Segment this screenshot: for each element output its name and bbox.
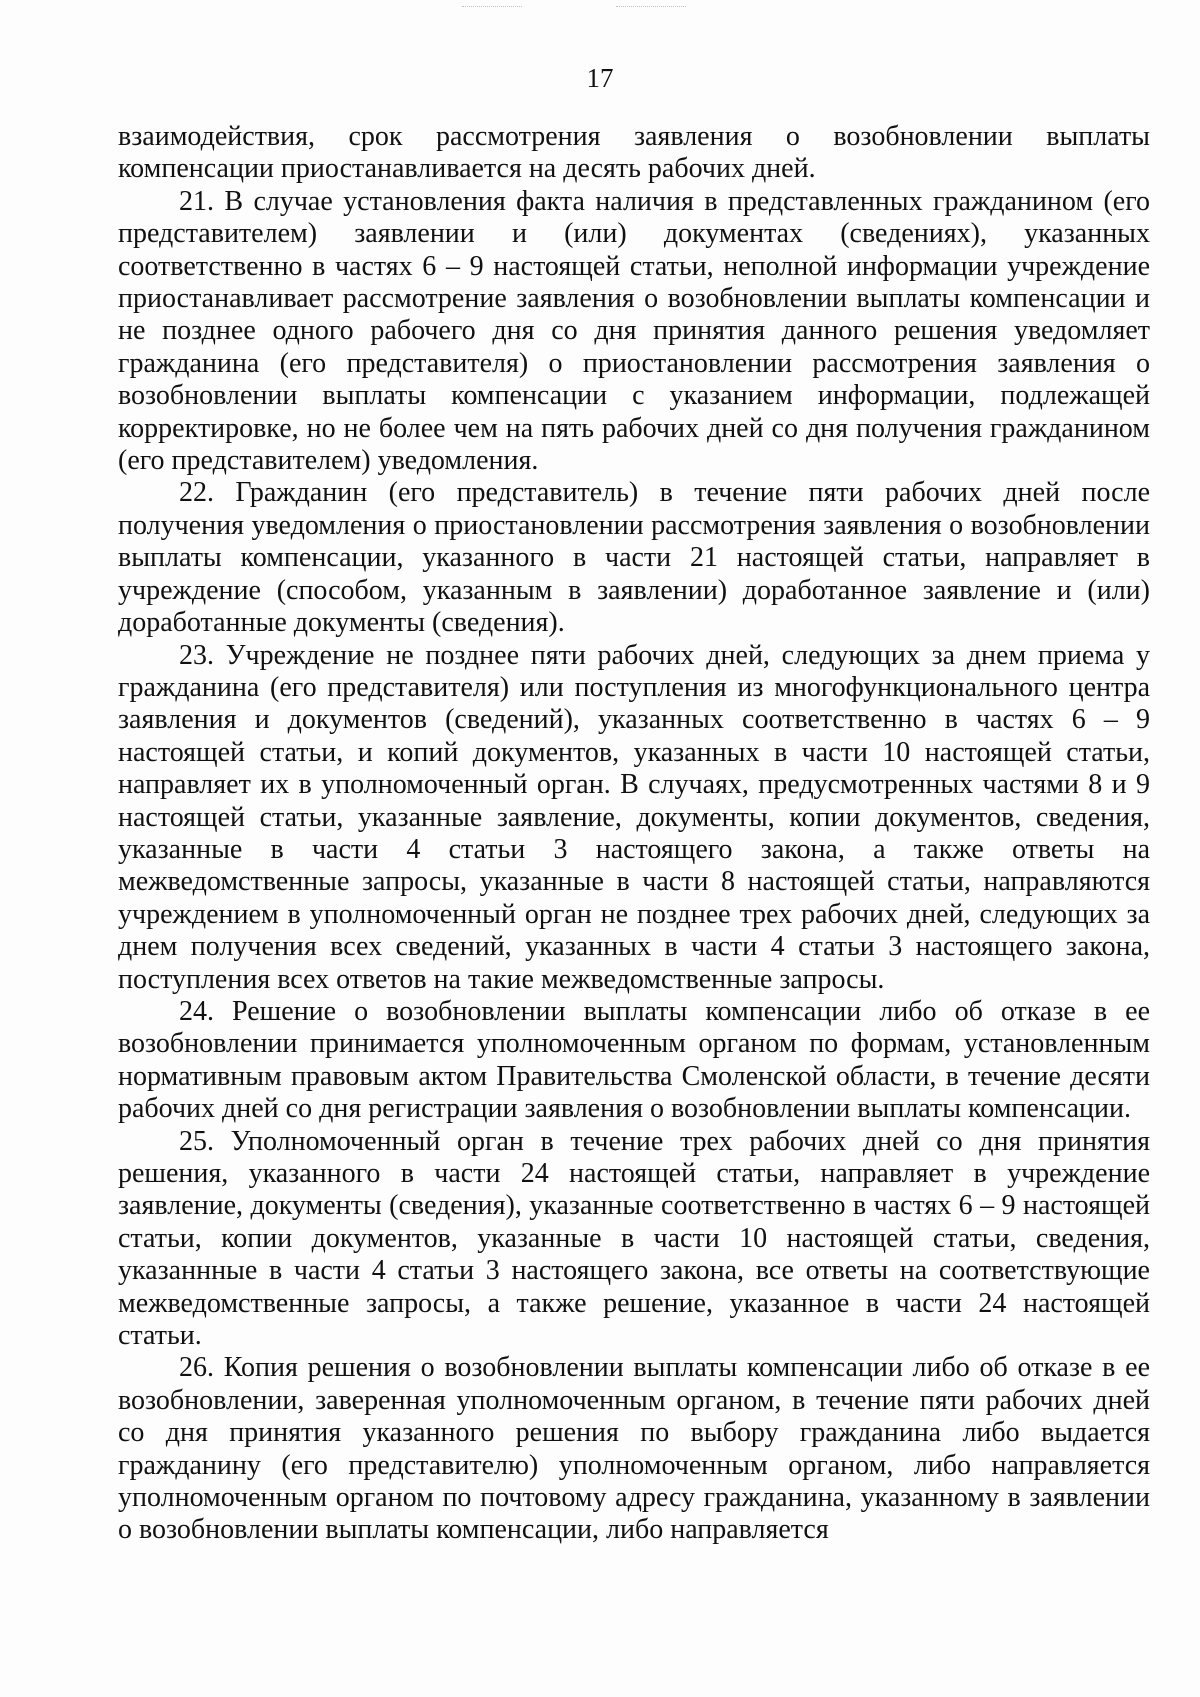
- paragraph-21: 21. В случае установления факта наличия в представленных гражданином (его представителем) заявлении и (или) документах (сведениях), указанных соответственно в частях 6 – 9 настоящей статьи, неполной информации учреждение приостанавливает рассмотрение заявления о возобновлении выплаты компенсации и не позднее одного рабочего дня со дня принятия данного решения уведомляет гражданина (его представителя) о приостановлении рассмотрения заявления о возобновлении выплаты компенсации с указанием информации, подлежащей корректировке, но не более чем на пять рабочих дней со дня получения гражданином (его представителем) уведомления.: [118, 185, 1150, 477]
- scan-artifact: [616, 6, 686, 23]
- paragraph-22: 22. Гражданин (его представитель) в течение пяти рабочих дней после получения уведомления о приостановлении рассмотрения заявления о возобновлении выплаты компенсации, указанного в части 21 настоящей статьи, направляет в учреждение (способом, указанным в заявлении) доработанное заявление и (или) доработанные документы (сведения).: [118, 477, 1150, 639]
- page-number: 17: [586, 63, 614, 93]
- paragraph-25: 25. Уполномоченный орган в течение трех рабочих дней со дня принятия решения, указанного в части 24 настоящей статьи, направляет в учреждение заявление, документы (сведения), указанные соответственно в частях 6 – 9 настоящей статьи, копии документов, указанные в части 10 настоящей статьи, сведения, указаннные в части 4 статьи 3 настоящего закона, все ответы на соответствующие межведомственные запросы, а также решение, указанное в части 24 настоящей статьи.: [118, 1125, 1150, 1352]
- scan-artifact: [462, 6, 522, 23]
- paragraph-continuation: взаимодействия, срок рассмотрения заявления о возобновлении выплаты компенсации приостанавливается на десять рабочих дней.: [118, 121, 1150, 185]
- paragraph-26: 26. Копия решения о возобновлении выплаты компенсации либо об отказе в ее возобновлении, заверенная уполномоченным органом, в течение пяти рабочих дней со дня принятия указанного решения по выбору гражданина либо выдается гражданину (его представителю) уполномоченным органом, либо направляется уполномоченным органом по почтовому адресу гражданина, указанному в заявлении о возобновлении выплаты компенсации, либо направляется: [118, 1352, 1150, 1546]
- document-body: [118, 121, 1150, 1547]
- paragraph-24: 24. Решение о возобновлении выплаты компенсации либо об отказе в ее возобновлении принимается уполномоченным органом по формам, установленным нормативным правовым актом Правительства Смоленской области, в течение десяти рабочих дней со дня регистрации заявления о возобновлении выплаты компенсации.: [118, 995, 1150, 1125]
- paragraph-23: 23. Учреждение не позднее пяти рабочих дней, следующих за днем приема у гражданина (его представителя) или поступления из многофункционального центра заявления и документов (сведений), указанных соответственно в частях 6 – 9 настоящей статьи, и копий документов, указанных в части 10 настоящей статьи, направляет их в уполномоченный орган. В случаях, предусмотренных частями 8 и 9 настоящей статьи, указанные заявление, документы, копии документов, сведения, указанные в части 4 статьи 3 настоящего закона, а также ответы на межведомственные запросы, указанные в части 8 настоящей статьи, направляются учреждением в уполномоченный орган не позднее трех рабочих дней, следующих за днем получения всех сведений, указанных в части 4 статьи 3 настоящего закона, поступления всех ответов на такие межведомственные запросы.: [118, 639, 1150, 995]
